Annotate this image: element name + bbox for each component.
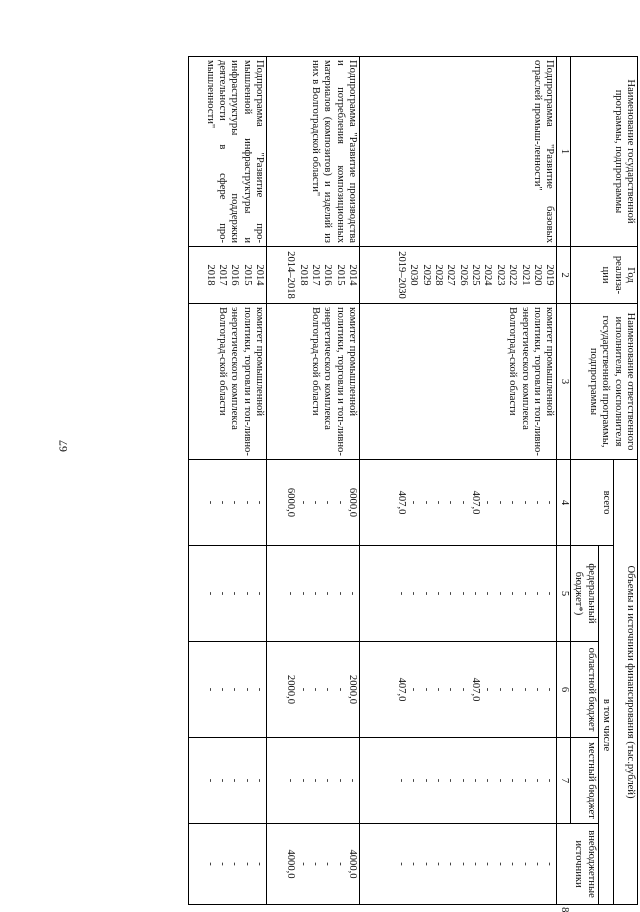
regional-value: - bbox=[420, 687, 432, 692]
total-value: - bbox=[408, 500, 420, 505]
table-row bbox=[267, 57, 360, 905]
total-value: - bbox=[204, 500, 216, 505]
column-number-6: 6 bbox=[557, 642, 570, 738]
regional-value: - bbox=[519, 687, 531, 692]
total-value: - bbox=[457, 500, 469, 505]
regional-value: 407,0 bbox=[470, 677, 482, 702]
local-value: - bbox=[347, 778, 359, 783]
extra-value: - bbox=[507, 862, 519, 866]
regional-value: - bbox=[229, 687, 241, 692]
extra-value: - bbox=[408, 862, 420, 866]
extra-value: - bbox=[445, 862, 457, 866]
year-value: 2016 bbox=[229, 264, 241, 286]
federal-value: - bbox=[507, 591, 519, 596]
executor-cell bbox=[360, 304, 557, 460]
regional-value: - bbox=[532, 687, 544, 692]
header-extra: внебюджетные источники bbox=[557, 824, 598, 905]
year-value: 2024 bbox=[482, 264, 494, 286]
regional-value: - bbox=[445, 687, 457, 692]
federal-value: - bbox=[285, 591, 297, 596]
local-value: - bbox=[494, 778, 506, 783]
total-value: - bbox=[432, 500, 444, 505]
regional-value: - bbox=[544, 687, 556, 692]
header-year: Год реализа-ции bbox=[570, 247, 637, 304]
subprogram-name-cell bbox=[189, 57, 267, 247]
year-value: 2030 bbox=[408, 264, 420, 286]
total-value: - bbox=[229, 500, 241, 505]
year-value: 2026 bbox=[457, 264, 469, 286]
total-cell bbox=[360, 460, 557, 546]
header-regional: областной бюджет bbox=[570, 642, 598, 738]
federal-value: - bbox=[334, 591, 346, 596]
extra-value: - bbox=[204, 862, 216, 866]
federal-value: - bbox=[408, 591, 420, 596]
regional-value: - bbox=[297, 687, 309, 692]
local-value: - bbox=[519, 778, 531, 783]
federal-value: - bbox=[532, 591, 544, 596]
total-value: 6000,0 bbox=[347, 487, 359, 518]
local-value: - bbox=[445, 778, 457, 783]
extra-value: - bbox=[420, 862, 432, 866]
federal-value: - bbox=[457, 591, 469, 596]
regional-value: - bbox=[334, 687, 346, 692]
local-value: - bbox=[470, 778, 482, 783]
total-value: - bbox=[544, 500, 556, 505]
local-value: - bbox=[432, 778, 444, 783]
federal-value: - bbox=[347, 591, 359, 596]
column-number-2: 2 bbox=[557, 247, 570, 304]
regional-value: - bbox=[241, 687, 253, 692]
extra-value: - bbox=[254, 862, 266, 866]
regional-value: - bbox=[216, 687, 228, 692]
year-cell bbox=[189, 247, 267, 304]
federal-value: - bbox=[254, 591, 266, 596]
local-value: - bbox=[285, 778, 297, 783]
funding-table bbox=[188, 56, 638, 912]
year-value: 2020 bbox=[532, 264, 544, 286]
year-value: 2014 bbox=[347, 264, 359, 286]
local-value: - bbox=[322, 778, 334, 783]
header-including: в том числе bbox=[598, 546, 613, 905]
regional-cell bbox=[189, 642, 267, 738]
total-value: - bbox=[241, 500, 253, 505]
column-numbers-row: 1 2 3 4 5 6 7 8 bbox=[557, 57, 570, 905]
header-name: Наименование государственной программы, подпрограммы bbox=[570, 57, 637, 247]
total-value: - bbox=[322, 500, 334, 505]
local-value: - bbox=[297, 778, 309, 783]
column-number-5: 5 bbox=[557, 546, 570, 642]
local-value: - bbox=[420, 778, 432, 783]
subprogram-name-cell bbox=[360, 57, 557, 247]
extra-value: - bbox=[395, 862, 407, 866]
year-value: 2019–2030 bbox=[395, 251, 407, 299]
total-value: - bbox=[216, 500, 228, 505]
year-value: 2019 bbox=[544, 264, 556, 286]
federal-cell bbox=[189, 546, 267, 642]
extra-value: - bbox=[432, 862, 444, 866]
federal-value: - bbox=[420, 591, 432, 596]
local-value: - bbox=[254, 778, 266, 783]
regional-value: - bbox=[507, 687, 519, 692]
regional-value: - bbox=[408, 687, 420, 692]
year-value: 2028 bbox=[432, 264, 444, 286]
year-value: 2014–2018 bbox=[285, 251, 297, 299]
header-executor: Наименование ответственного исполнителя, соисполнителя государственной программы, подпрограммы bbox=[570, 304, 637, 460]
extra-value: - bbox=[470, 862, 482, 866]
year-cell bbox=[267, 247, 360, 304]
federal-value: - bbox=[204, 591, 216, 596]
extra-value: 4000,0 bbox=[285, 849, 297, 879]
total-value: - bbox=[297, 500, 309, 505]
regional-value: - bbox=[494, 687, 506, 692]
extra-value: - bbox=[519, 862, 531, 866]
subprogram-name: Подпрограмма "Развитие про-мышленной инфраструктуры и инфраструктуры поддержки деятельности в сфере про-мышленности" bbox=[204, 60, 266, 243]
local-value: - bbox=[532, 778, 544, 783]
local-value: - bbox=[457, 778, 469, 783]
extra-value: - bbox=[494, 862, 506, 866]
extra-cell bbox=[360, 824, 557, 905]
year-value: 2015 bbox=[241, 264, 253, 286]
total-cell bbox=[267, 460, 360, 546]
local-cell bbox=[360, 738, 557, 824]
executor-cell bbox=[267, 304, 360, 460]
year-cell bbox=[360, 247, 557, 304]
header-funding: Объемы и источники финансирования (тыс.рублей) bbox=[614, 460, 638, 905]
header-local: местный бюджет bbox=[570, 738, 598, 824]
year-value: 2018 bbox=[204, 264, 216, 286]
table-row bbox=[189, 57, 267, 905]
federal-value: - bbox=[297, 591, 309, 596]
column-number-7: 7 bbox=[557, 738, 570, 824]
executor-cell bbox=[189, 304, 267, 460]
executor-name: комитет промышленной политики, торговли и топ-ливно-энергетического комплекса Волгоград-ской области bbox=[507, 307, 556, 456]
regional-value: - bbox=[204, 687, 216, 692]
extra-value: - bbox=[532, 862, 544, 866]
executor-name: комитет промышленной политики, торговли и топ-ливно-энергетического комплекса Волгоград-ской области bbox=[309, 307, 359, 456]
year-value: 2029 bbox=[420, 264, 432, 286]
local-value: - bbox=[408, 778, 420, 783]
extra-cell bbox=[267, 824, 360, 905]
total-value: - bbox=[420, 500, 432, 505]
subprogram-name-cell bbox=[267, 57, 360, 247]
federal-value: - bbox=[309, 591, 321, 596]
total-value: 407,0 bbox=[470, 490, 482, 515]
federal-value: - bbox=[445, 591, 457, 596]
year-value: 2016 bbox=[322, 264, 334, 286]
regional-value: - bbox=[432, 687, 444, 692]
total-value: - bbox=[309, 500, 321, 505]
year-value: 2025 bbox=[470, 264, 482, 286]
subprogram-name: Подпрограмма "Развитие базовых отраслей промыш-ленности" bbox=[532, 60, 556, 243]
extra-cell bbox=[189, 824, 267, 905]
extra-value: - bbox=[334, 862, 346, 866]
total-value: - bbox=[519, 500, 531, 505]
year-value: 2017 bbox=[216, 264, 228, 286]
local-value: - bbox=[507, 778, 519, 783]
local-value: - bbox=[216, 778, 228, 783]
regional-value: 2000,0 bbox=[285, 674, 297, 705]
extra-value: - bbox=[457, 862, 469, 866]
year-value: 2017 bbox=[309, 264, 321, 286]
federal-value: - bbox=[395, 591, 407, 596]
federal-cell bbox=[360, 546, 557, 642]
federal-value: - bbox=[519, 591, 531, 596]
year-value: 2014 bbox=[254, 264, 266, 286]
year-value: 2023 bbox=[494, 264, 506, 286]
regional-value: - bbox=[309, 687, 321, 692]
regional-value: 407,0 bbox=[395, 677, 407, 702]
regional-value: - bbox=[322, 687, 334, 692]
local-value: - bbox=[204, 778, 216, 783]
regional-value: - bbox=[254, 687, 266, 692]
extra-value: - bbox=[241, 862, 253, 866]
year-value: 2021 bbox=[519, 264, 531, 286]
page-number: 67 bbox=[56, 440, 70, 452]
extra-value: - bbox=[309, 862, 321, 866]
federal-value: - bbox=[482, 591, 494, 596]
total-cell bbox=[189, 460, 267, 546]
total-value: - bbox=[482, 500, 494, 505]
local-cell bbox=[189, 738, 267, 824]
federal-value: - bbox=[322, 591, 334, 596]
total-value: - bbox=[494, 500, 506, 505]
federal-value: - bbox=[229, 591, 241, 596]
extra-value: - bbox=[322, 862, 334, 866]
federal-cell bbox=[267, 546, 360, 642]
federal-value: - bbox=[241, 591, 253, 596]
federal-value: - bbox=[216, 591, 228, 596]
executor-name: комитет промышленной политики, торговли и топ-ливно-энергетического комплекса Волгоград-ской области bbox=[216, 307, 266, 456]
extra-value: - bbox=[297, 862, 309, 866]
federal-value: - bbox=[494, 591, 506, 596]
year-value: 2027 bbox=[445, 264, 457, 286]
local-value: - bbox=[334, 778, 346, 783]
extra-value: - bbox=[216, 862, 228, 866]
column-number-3: 3 bbox=[557, 304, 570, 460]
regional-value: - bbox=[457, 687, 469, 692]
total-value: - bbox=[254, 500, 266, 505]
total-value: - bbox=[532, 500, 544, 505]
year-value: 2018 bbox=[297, 264, 309, 286]
extra-value: 4000,0 bbox=[347, 849, 359, 879]
total-value: 407,0 bbox=[395, 490, 407, 515]
local-value: - bbox=[482, 778, 494, 783]
total-value: - bbox=[507, 500, 519, 505]
local-cell bbox=[267, 738, 360, 824]
column-number-4: 4 bbox=[557, 460, 570, 546]
federal-value: - bbox=[432, 591, 444, 596]
subprogram-name: Подпрограмма "Развитие производства и потребления композиционных материалов (композитов) и изделий из них в Волгоградской области" bbox=[309, 60, 359, 243]
total-value: 6000,0 bbox=[285, 487, 297, 518]
year-value: 2022 bbox=[507, 264, 519, 286]
federal-value: - bbox=[544, 591, 556, 596]
local-value: - bbox=[229, 778, 241, 783]
table-row bbox=[360, 57, 557, 905]
regional-value: 2000,0 bbox=[347, 674, 359, 705]
local-value: - bbox=[241, 778, 253, 783]
total-value: - bbox=[445, 500, 457, 505]
federal-value: - bbox=[470, 591, 482, 596]
regional-value: - bbox=[482, 687, 494, 692]
local-value: - bbox=[309, 778, 321, 783]
total-value: - bbox=[334, 500, 346, 505]
extra-value: - bbox=[229, 862, 241, 866]
header-federal: федеральный бюджет*) bbox=[570, 546, 598, 642]
header-total: всего bbox=[570, 460, 613, 546]
local-value: - bbox=[395, 778, 407, 783]
extra-value: - bbox=[482, 862, 494, 866]
local-value: - bbox=[544, 778, 556, 783]
year-value: 2015 bbox=[334, 264, 346, 286]
rotated-table-container bbox=[188, 56, 638, 912]
extra-value: - bbox=[544, 862, 556, 866]
column-number-1: 1 bbox=[557, 57, 570, 247]
regional-cell bbox=[360, 642, 557, 738]
regional-cell bbox=[267, 642, 360, 738]
